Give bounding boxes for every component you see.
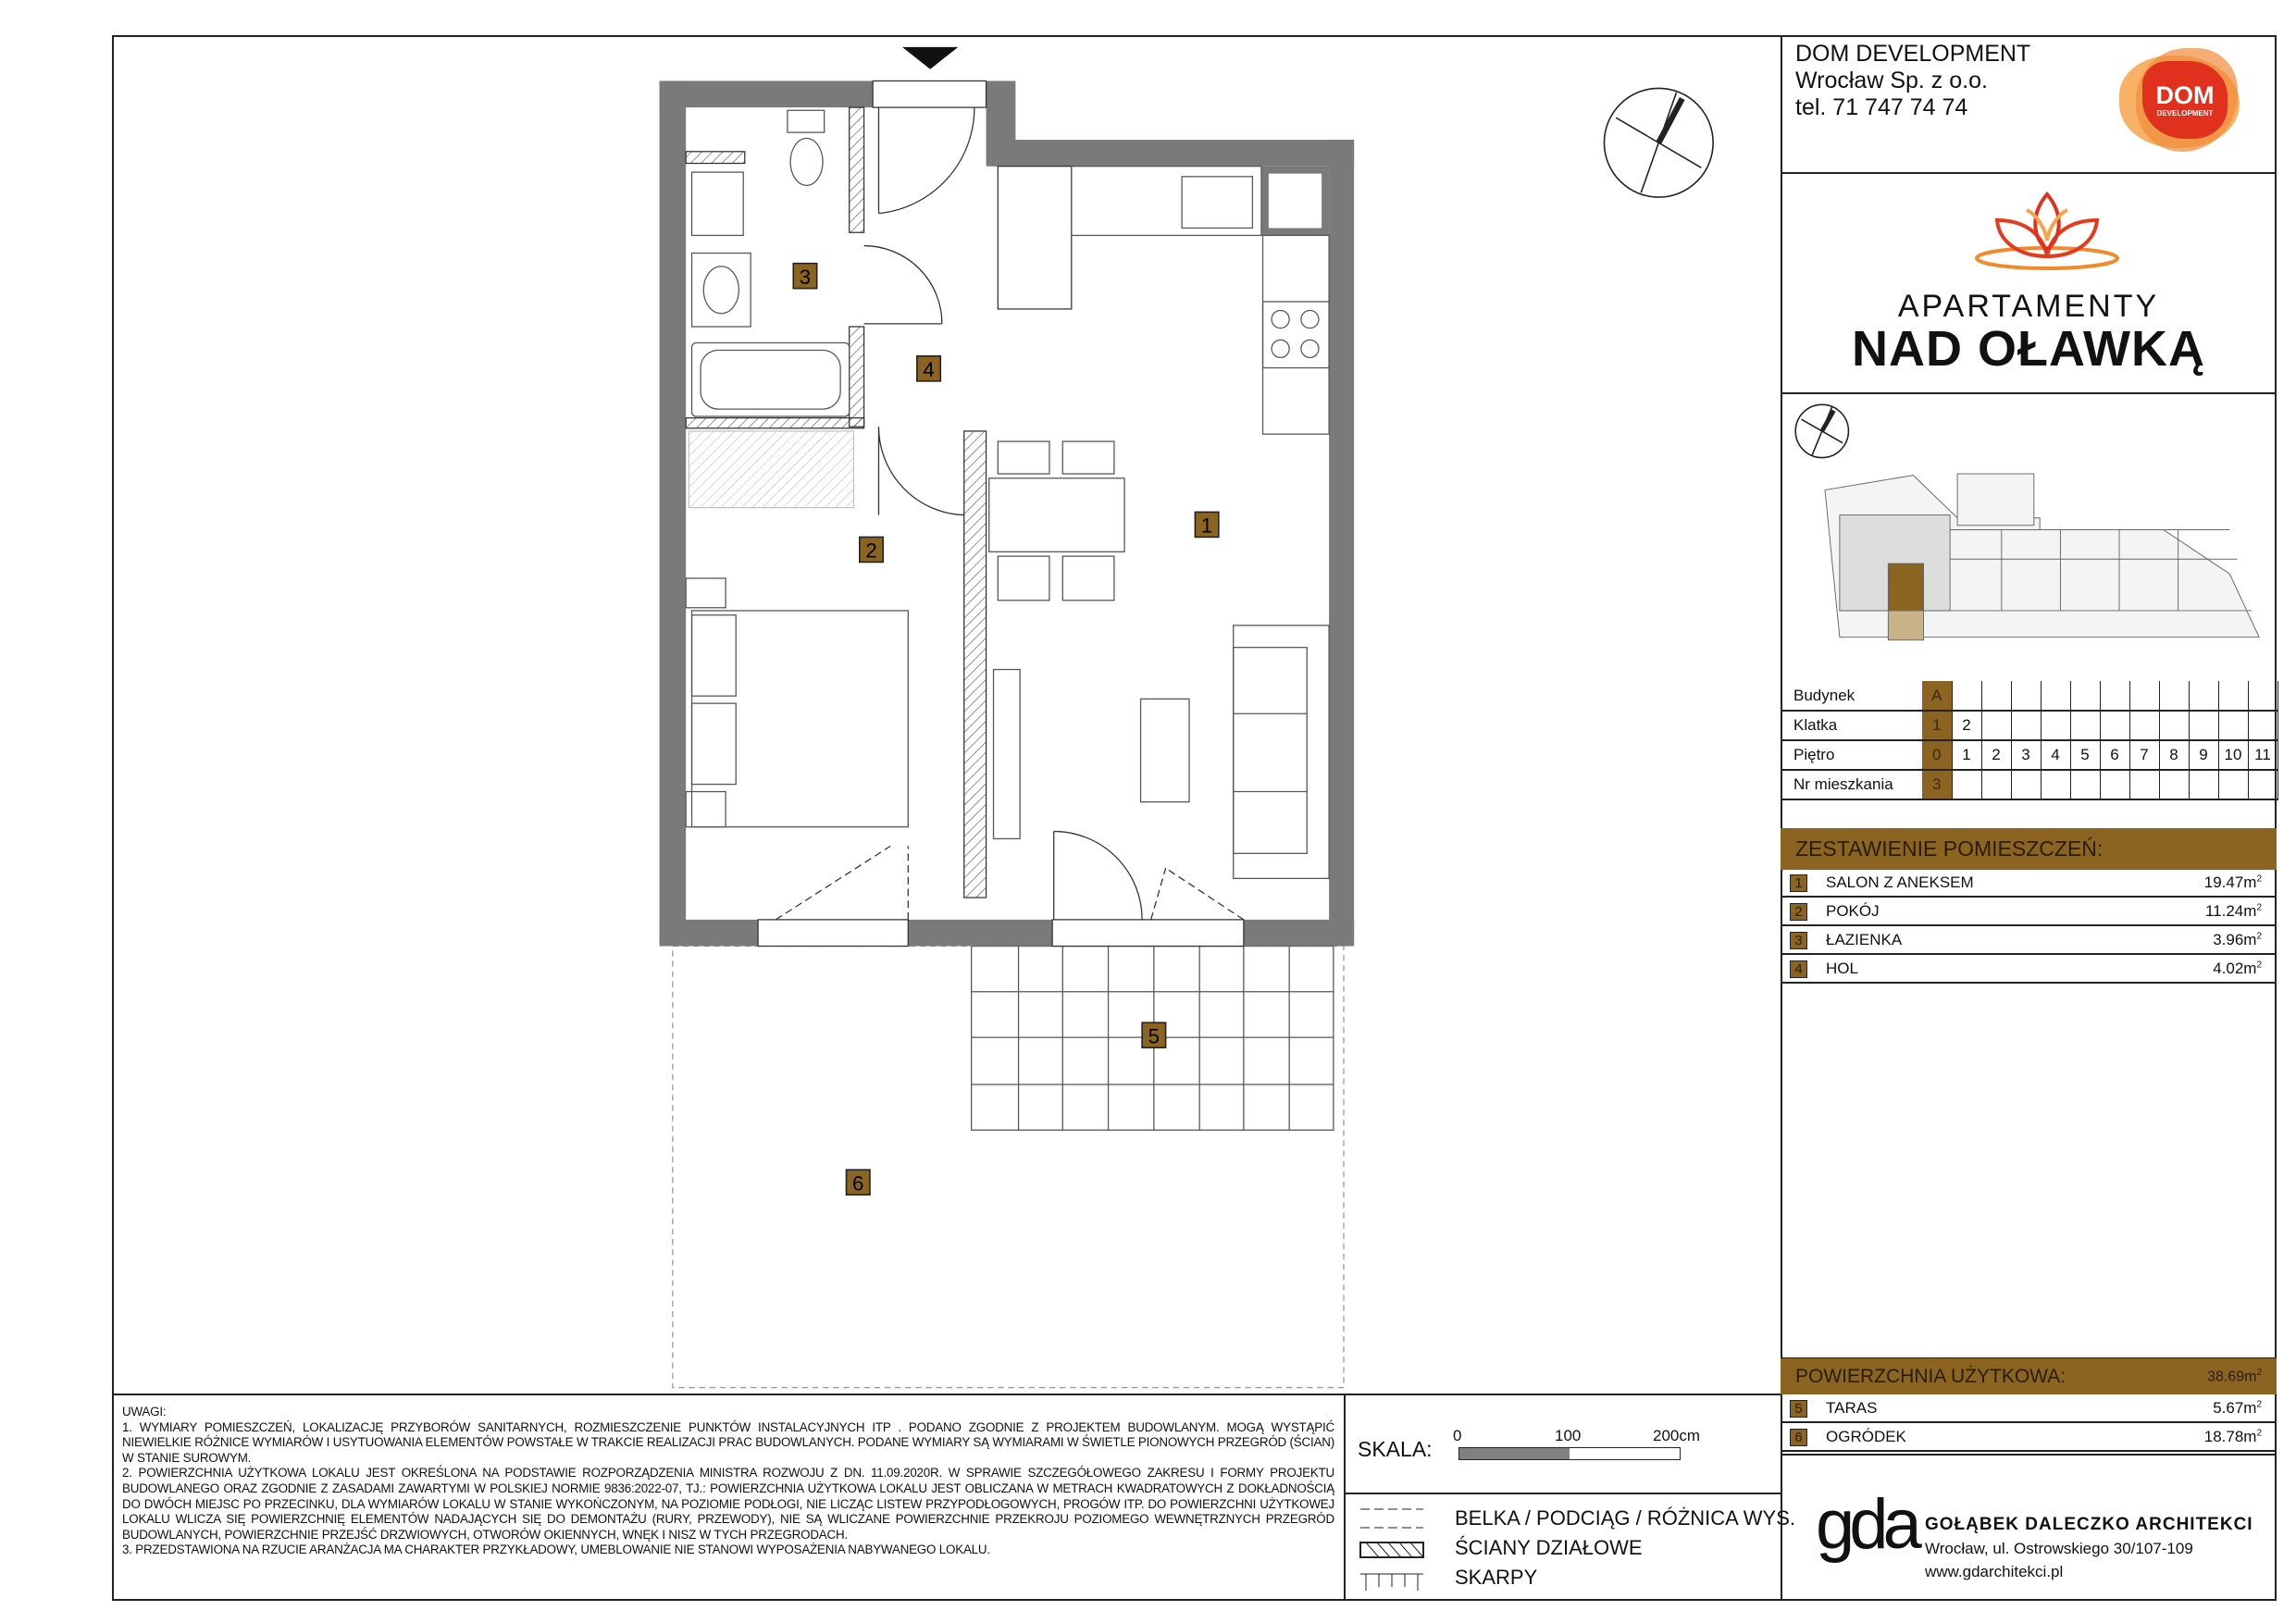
room-area bbox=[2204, 873, 2262, 892]
location-cell: 3 bbox=[1922, 770, 1952, 799]
room-area-value: 19.47m bbox=[2203, 873, 2257, 891]
room-row bbox=[1781, 927, 2277, 955]
location-cell bbox=[2011, 681, 2041, 711]
location-cell: 8 bbox=[2159, 740, 2189, 770]
location-cell bbox=[1981, 770, 2011, 799]
location-cell: 0 bbox=[1922, 740, 1952, 770]
logo-text: DOM bbox=[2155, 81, 2215, 109]
note-3: 3. PRZEDSTAWIONA NA RZUCIE ARANŻACJA MA CHARAKTER PRZYKŁADOWY, UMEBLOWANIE NIE STANOWI WYPOSAŻENIA NABYWANEGO LOKALU. bbox=[122, 1542, 990, 1557]
unit-superscript: 2 bbox=[2256, 931, 2262, 942]
location-cell: 7 bbox=[2129, 740, 2159, 770]
site-plan bbox=[1825, 474, 2259, 640]
room-marker-4 bbox=[917, 356, 940, 381]
location-cell: 6 bbox=[2100, 740, 2129, 770]
room-number-badge: 2 bbox=[1790, 903, 1807, 921]
room-marker-label: 6 bbox=[852, 1171, 864, 1196]
room-marker-1 bbox=[1195, 512, 1218, 537]
location-cell bbox=[2011, 711, 2041, 740]
room-area-value: 11.24m bbox=[2204, 902, 2257, 920]
location-cell bbox=[2189, 770, 2218, 799]
divider bbox=[1344, 1394, 1346, 1601]
room-number-badge: 1 bbox=[1790, 874, 1807, 892]
room-marker-label: 5 bbox=[1148, 1024, 1160, 1048]
location-cell bbox=[2070, 711, 2100, 740]
location-cell bbox=[2100, 711, 2129, 740]
location-cell bbox=[1981, 711, 2011, 740]
room-area bbox=[2213, 960, 2262, 978]
location-cell bbox=[2218, 711, 2248, 740]
location-cell: 2 bbox=[1952, 711, 1981, 740]
location-cell: 3 bbox=[2011, 740, 2041, 770]
location-cell bbox=[2129, 711, 2159, 740]
room-marker-label: 2 bbox=[865, 539, 877, 563]
location-cell bbox=[2100, 770, 2129, 799]
room-area bbox=[2205, 902, 2262, 921]
north-arrow-icon bbox=[1604, 88, 1713, 197]
room-row bbox=[1781, 898, 2277, 926]
legend-partition-walls: ŚCIANY DZIAŁOWE bbox=[1455, 1536, 1643, 1559]
location-cell bbox=[2041, 770, 2070, 799]
location-cell: 10 bbox=[2218, 740, 2248, 770]
architect-name: GOŁĄBEK DALECZKO ARCHITEKCI bbox=[1925, 1515, 2253, 1534]
divider bbox=[1781, 1454, 2277, 1456]
divider bbox=[112, 1394, 1781, 1395]
room-marker-6 bbox=[847, 1170, 870, 1195]
location-cell bbox=[2100, 681, 2129, 711]
scale-tick-0: 0 bbox=[1453, 1427, 1462, 1444]
location-row-label: Klatka bbox=[1781, 711, 1922, 740]
scale-tick-100: 100 bbox=[1555, 1427, 1582, 1444]
location-cell bbox=[2011, 770, 2041, 799]
room-area-value: 5.67m bbox=[2213, 1399, 2257, 1417]
walls bbox=[660, 81, 1355, 946]
developer-phone: tel. 71 747 74 74 bbox=[1795, 94, 1968, 120]
scale-label: SKALA: bbox=[1358, 1437, 1433, 1461]
location-cell bbox=[2189, 711, 2218, 740]
room-number-badge: 6 bbox=[1790, 1429, 1807, 1446]
dashed-line-icon bbox=[1360, 1509, 1423, 1528]
unit-superscript: 2 bbox=[2256, 902, 2262, 913]
room-area-value: 4.02m bbox=[2213, 960, 2257, 977]
room-area bbox=[2213, 1399, 2262, 1418]
room-marker-label: 4 bbox=[923, 358, 935, 382]
divider bbox=[1781, 392, 2277, 394]
room-name: ŁAZIENKA bbox=[1826, 931, 1903, 948]
legend-reveals: SKARPY bbox=[1455, 1566, 1538, 1589]
developer-company: Wrocław Sp. z o.o. bbox=[1795, 68, 1988, 93]
location-cell: 9 bbox=[2189, 740, 2218, 770]
location-cell: 2 bbox=[1981, 740, 2011, 770]
small-north-arrow-icon bbox=[1795, 404, 1848, 457]
room-number-badge: 4 bbox=[1790, 960, 1807, 978]
dom-development-logo bbox=[2119, 48, 2247, 152]
room-marker-2 bbox=[860, 537, 883, 562]
developer-name: DOM DEVELOPMENT bbox=[1795, 41, 2031, 67]
room-name: SALON Z ANEKSEM bbox=[1826, 873, 1974, 891]
location-cell bbox=[1952, 770, 1981, 799]
room-row bbox=[1781, 956, 2277, 984]
location-row-label: Nr mieszkania bbox=[1781, 770, 1922, 799]
gda-logo: gda bbox=[1816, 1485, 1917, 1564]
room-marker-5 bbox=[1142, 1022, 1165, 1047]
location-cell: 5 bbox=[2070, 740, 2100, 770]
room-number-badge: 3 bbox=[1790, 932, 1807, 949]
scale-bar bbox=[1458, 1447, 1681, 1460]
location-cell bbox=[2218, 770, 2248, 799]
unit-superscript: 2 bbox=[2256, 1399, 2262, 1410]
lotus-logo-icon bbox=[1971, 190, 2124, 278]
room-name: OGRÓDEK bbox=[1826, 1428, 1906, 1445]
location-cell bbox=[2248, 681, 2277, 711]
location-cell bbox=[2248, 711, 2277, 740]
room-name: HOL bbox=[1826, 960, 1858, 977]
legend-beam: BELKA / PODCIĄG / RÓŻNICA WYS. bbox=[1455, 1506, 1795, 1530]
room-marker-3 bbox=[793, 264, 816, 289]
location-row bbox=[1781, 681, 2277, 711]
room-area bbox=[2213, 931, 2262, 949]
location-cell bbox=[2159, 711, 2189, 740]
total-area-label: POWIERZCHNIA UŻYTKOWA: bbox=[1795, 1365, 2066, 1387]
furniture bbox=[686, 110, 1329, 878]
note-1: 1. WYMIARY POMIESZCZEŃ, LOKALIZACJĘ PRZYBORÓW SANITARNYCH, ROZMIESZCZENIE PUNKTÓW INSTALACYJNYCH ITP . PODANO ZGODNIE Z PROJEKTEM BUDOWLANYM. MOGĄ WYSTĄPIĆ NIEWIELKIE RÓŻNICE WYMIARÓW I USYTUOWANIA ELEMENTÓW POWSTAŁE W TRAKCIE REALIZACJI PRAC BUDOWLANYCH. PODANE WYMIARY SĄ WYMIARAMI W ŚWIETLE PIONOWYCH PRZEGRÓD (ŚCIAN) W STANIE SUROWYM. bbox=[122, 1419, 1334, 1465]
location-cell: 1 bbox=[1922, 711, 1952, 740]
scale-tick-200: 200cm bbox=[1653, 1427, 1701, 1444]
divider bbox=[1344, 1493, 1781, 1494]
room-marker-label: 1 bbox=[1200, 514, 1213, 538]
hatch-icon bbox=[1360, 1542, 1423, 1557]
location-cell bbox=[2041, 681, 2070, 711]
location-cell: 11 bbox=[2248, 740, 2277, 770]
unit-superscript: 2 bbox=[2256, 1367, 2262, 1378]
location-row-label: Budynek bbox=[1781, 681, 1922, 711]
location-cell: A bbox=[1922, 681, 1952, 711]
windows bbox=[758, 81, 1244, 946]
note-2: 2. POWIERZCHNIA UŻYTKOWA LOKALU JEST OKREŚLONA NA PODSTAWIE ROZPORZĄDZENIA MINISTRA ROZWOJU Z DN. 11.09.2020R. W SPRAWIE SZCZEGÓŁOWEGO ZAKRESU I FORMY PROJEKTU BUDOWLANEGO ORAZ ZGODNIE Z ZASADAMI ZAWARTYMI W POLSKIEJ NORMIE 9836:2022-07, TJ.: POWIERZCHNIA UŻYTKOWA LOKALU JEST OBLICZANA W METRACH KWADRATOWYCH Z DOKŁADNOŚCIĄ DO DWÓCH MIEJSC PO PRZECINKU, DLA WYMIARÓW LOKALU W STANIE WYKOŃCZONYM, NA POZIOMIE PODŁOGI, NIE LICZĄC LISTEW PRZYPODŁOGOWYCH, PROGÓW ITP. DO POWIERZCHNI UŻYTKOWEJ LOKALU WLICZA SIĘ POWIERZCHNIĘ ELEMENTÓW NADAJĄCYCH SIĘ DO DEMONTAŻU (RURY, PRZEWODY), NIE SĄ WLICZANE POWIERZCHNIE PRZEKROJU POZIOMEGO WEWNĘTRZNYCH PRZEGRÓD BUDOWLANYCH, POWIERZCHNIE PRZEJŚĆ DRZWIOWYCH, OTWORÓW OKIENNYCH, WNĘK I NISZ W TYCH PRZEGRODACH. bbox=[122, 1466, 1334, 1542]
divider bbox=[1781, 172, 2277, 174]
total-area-bar bbox=[1781, 1358, 2277, 1394]
location-cell: 4 bbox=[2041, 740, 2070, 770]
legend-icons bbox=[1359, 1504, 1433, 1596]
location-cell bbox=[2070, 770, 2100, 799]
room-name: TARAS bbox=[1826, 1399, 1878, 1417]
room-row bbox=[1781, 1424, 2277, 1452]
reveal-icon bbox=[1360, 1574, 1423, 1591]
location-cell bbox=[2129, 770, 2159, 799]
room-row bbox=[1781, 1395, 2277, 1423]
location-row bbox=[1781, 770, 2277, 799]
project-name-line1: APARTAMENTY bbox=[1897, 289, 2160, 324]
location-cell bbox=[2159, 770, 2189, 799]
location-row bbox=[1781, 740, 2277, 770]
architect-website: www.gdarchitekci.pl bbox=[1925, 1563, 2064, 1580]
location-cell bbox=[2070, 681, 2100, 711]
rooms-title: ZESTAWIENIE POMIESZCZEŃ: bbox=[1781, 828, 2277, 870]
project-name-line2: NAD OŁAWKĄ bbox=[1852, 321, 2205, 377]
room-number-badge: 5 bbox=[1790, 1400, 1807, 1418]
room-marker-label: 3 bbox=[799, 265, 812, 289]
entrance-arrow-icon bbox=[902, 47, 958, 69]
unit-superscript: 2 bbox=[2256, 873, 2262, 885]
notes bbox=[122, 1405, 1334, 1558]
location-cell bbox=[2129, 681, 2159, 711]
room-name: POKÓJ bbox=[1826, 902, 1880, 920]
room-area-value: 3.96m bbox=[2213, 931, 2257, 948]
location-row bbox=[1781, 711, 2277, 740]
location-row-label: Piętro bbox=[1781, 740, 1922, 770]
architect-address: Wrocław, ul. Ostrowskiego 30/107-109 bbox=[1925, 1540, 2193, 1557]
location-cell bbox=[2248, 770, 2277, 799]
notes-title: UWAGI: bbox=[122, 1405, 167, 1419]
total-area-value: 38.69m bbox=[2207, 1369, 2257, 1385]
room-area-value: 18.78m bbox=[2203, 1428, 2257, 1445]
location-table bbox=[1781, 681, 2278, 800]
location-cell: 1 bbox=[1952, 740, 1981, 770]
location-cell bbox=[2041, 711, 2070, 740]
logo-subtext: DEVELOPMENT bbox=[2156, 109, 2214, 118]
unit-superscript: 2 bbox=[2256, 960, 2262, 971]
location-cell bbox=[1981, 681, 2011, 711]
location-cell bbox=[2159, 681, 2189, 711]
unit-superscript: 2 bbox=[2256, 1428, 2262, 1439]
room-area bbox=[2204, 1428, 2262, 1446]
location-cell bbox=[2189, 681, 2218, 711]
doors bbox=[776, 107, 1244, 920]
room-row bbox=[1781, 870, 2277, 898]
location-cell bbox=[2218, 681, 2248, 711]
location-cell bbox=[1952, 681, 1981, 711]
